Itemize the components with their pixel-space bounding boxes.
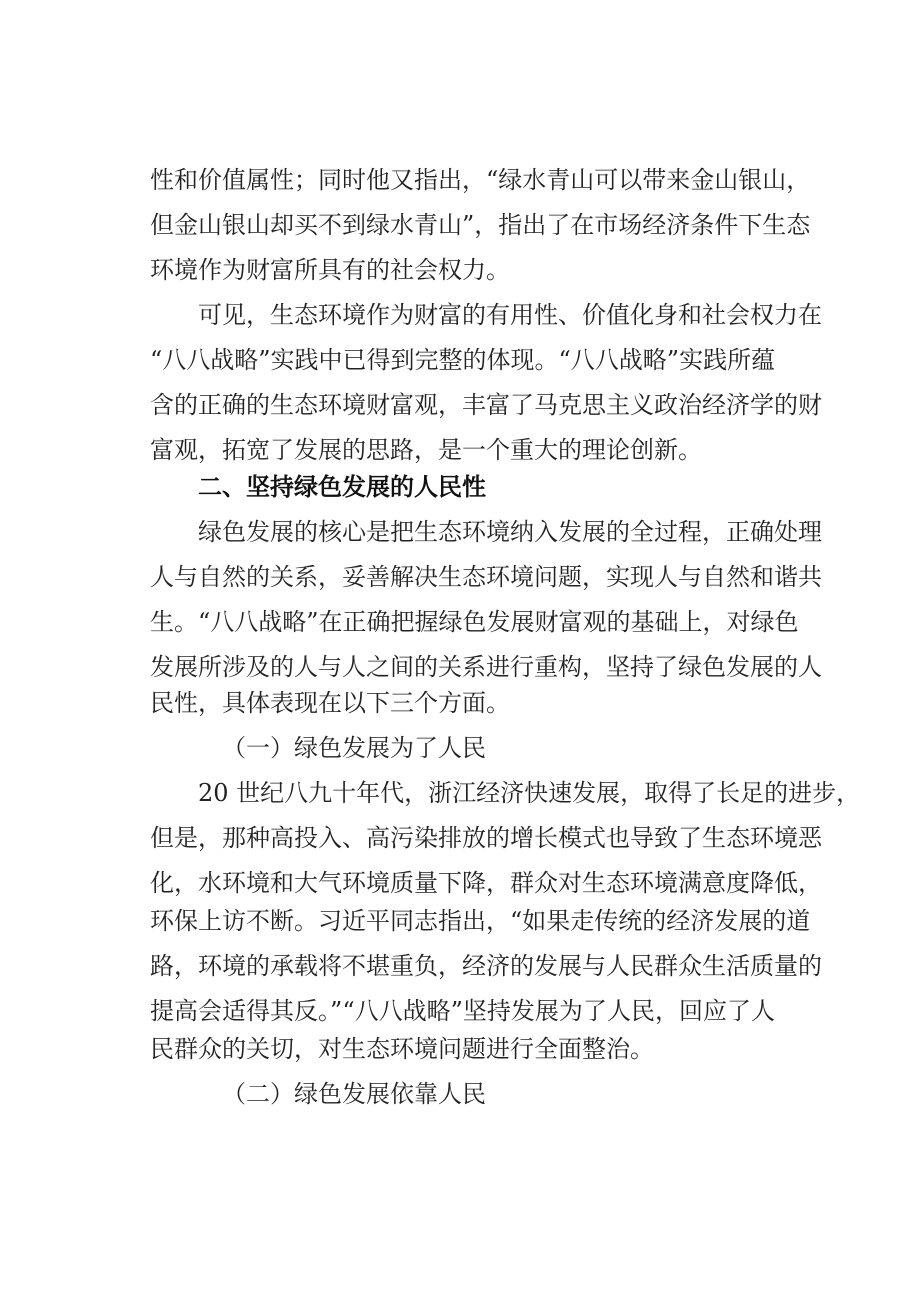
paragraph-4-line-3: 化，水环境和大气环境质量下降，群众对生态环境满意度降低， xyxy=(150,869,822,897)
paragraph-4-line-7: 民群众的关切，对生态环境问题进行全面整治。 xyxy=(150,1035,654,1063)
paragraph-4-line-5: 路，环境的承载将不堪重负，经济的发展与人民群众生活质量的 xyxy=(150,952,822,980)
subheading-2: （二）绿色发展依靠人民 xyxy=(222,1080,486,1108)
paragraph-2-line-1: 可见，生态环境作为财富的有用性、价值化身和社会权力在 xyxy=(198,301,822,329)
subheading-1: （一）绿色发展为了人民 xyxy=(222,734,486,762)
paragraph-4-line-1: 20 世纪八九十年代，浙江经济快速发展，取得了长足的进步， xyxy=(198,779,861,807)
paragraph-3-line-1: 绿色发展的核心是把生态环境纳入发展的全过程，正确处理 xyxy=(198,518,822,546)
paragraph-2-line-4: 富观，拓宽了发展的思路，是一个重大的理论创新。 xyxy=(150,436,702,464)
section-heading: 二、坚持绿色发展的人民性 xyxy=(198,473,486,501)
paragraph-4-line-6: 提高会适得其反。”“八八战略”坚持发展为了人民，回应了人 xyxy=(150,997,775,1025)
paragraph-4-line-2: 但是，那种高投入、高污染排放的增长模式也导致了生态环境恶 xyxy=(150,824,822,852)
paragraph-3-line-5: 民性，具体表现在以下三个方面。 xyxy=(150,689,510,717)
paragraph-1-line-3: 环境作为财富所具有的社会权力。 xyxy=(150,256,510,284)
paragraph-2-line-3: 含的正确的生态环境财富观，丰富了马克思主义政治经济学的财 xyxy=(150,391,822,419)
paragraph-1-line-1: 性和价值属性；同时他又指出，“绿水青山可以带来金山银山， xyxy=(150,166,811,194)
paragraph-3-line-2: 人与自然的关系，妥善解决生态环境问题，实现人与自然和谐共 xyxy=(150,563,822,591)
paragraph-4-line-4: 环保上访不断。习近平同志指出，“如果走传统的经济发展的道 xyxy=(150,907,811,935)
paragraph-3-line-4: 发展所涉及的人与人之间的关系进行重构，坚持了绿色发展的人 xyxy=(150,653,822,681)
paragraph-3-line-3: 生。“八八战略”在正确把握绿色发展财富观的基础上，对绿色 xyxy=(150,608,799,636)
paragraph-2-line-2: “八八战略”实践中已得到完整的体现。“八八战略”实践所蕴 xyxy=(150,346,776,374)
paragraph-1-line-2: 但金山银山却买不到绿水青山”，指出了在市场经济条件下生态 xyxy=(150,211,811,239)
